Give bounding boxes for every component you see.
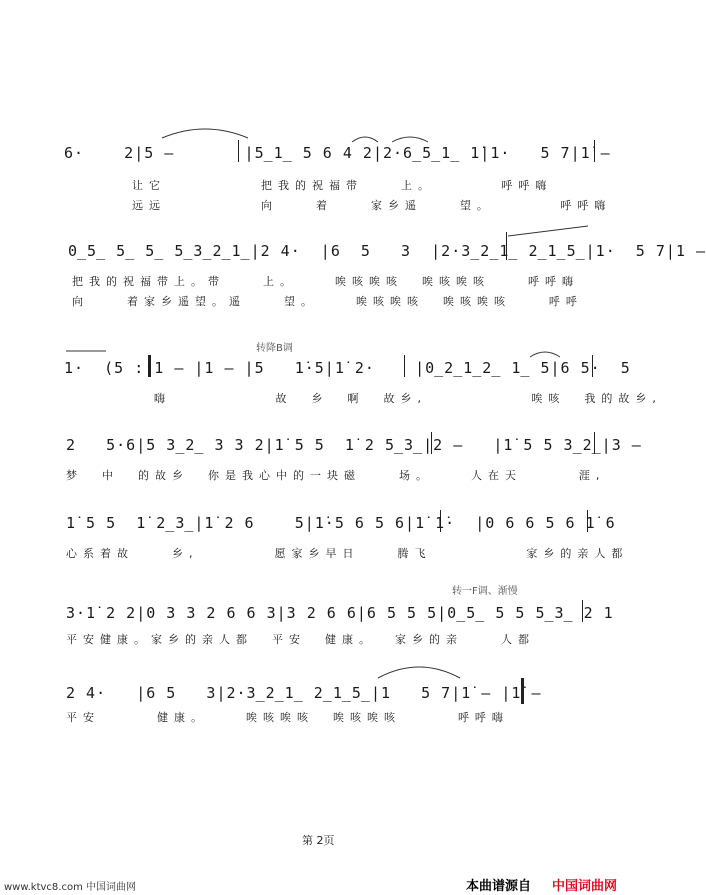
key-change-mark: 转一F调、渐慢 — [452, 586, 518, 597]
notation-line: 6· 2|5 – |5̲1̲ 5 6 4 2|2·6̲5̲1̲ 1̇|1· 5 7|1̇ – — [64, 144, 611, 162]
notation-line: 2 5·6|5 3̲2̲ 3 3 2|1̇ 5 5 1̇ 2 5̲3̲|2 – |1̇ 5 5 3̲2̲|3 – — [66, 436, 642, 454]
lyric-line: 心系着故 乡, 愿家乡早日 腾飞 家乡的亲人都 — [66, 547, 629, 560]
source-label: 本曲谱源自 — [466, 879, 532, 894]
notation-line: 0̲5̲ 5̲ 5̲ 5̲3̲2̲1̲|2 4· |6 5 3 |2·3̲2̲1̲ 2̲1̲5̲|1· 5 7|1 – — [68, 242, 706, 260]
lyric-line: 向 着家乡遥望。遥 望。 唉咳唉咳 唉咳唉咳 呼呼 — [72, 295, 583, 308]
tie — [506, 226, 590, 238]
notation-line: 3·1̇ 2 2|0 3 3 2 6 6 3|3 2 6 6|6 5 5 5|0̲5̲ 5 5 5̲3̲ 2 1 — [66, 604, 614, 622]
slur — [160, 126, 250, 140]
lyric-line: 把我的祝福带上。带 上。 唉咳唉咳 唉咳唉咳 呼呼嗨 — [72, 275, 579, 288]
site-watermark: www.ktvc8.com 中国词曲网 — [4, 882, 137, 893]
source-site: 中国词曲网 — [552, 879, 618, 894]
key-change-mark: 转降B调 — [256, 343, 293, 354]
lyric-line: 平安 健康。 唉咳唉咳 唉咳唉咳 呼呼嗨 — [66, 711, 509, 724]
lyric-line: 梦 中 的故乡 你是我心中的一块磁 场。 人在天 涯, — [66, 469, 606, 482]
page-number: 第 2页 — [302, 834, 335, 847]
lyric-line: 让它 把我的祝福带 上。 呼呼嗨 — [132, 179, 553, 192]
lyric-line: 平安健康。家乡的亲人都 平安 健康。 家乡的亲 人都 — [66, 633, 535, 646]
slur — [376, 664, 462, 680]
lyric-line: 嗨 故 乡 啊 故乡, 唉咳 我的故乡, — [154, 392, 662, 405]
notation-line: 2 4· |6 5 3|2·3̲2̲1̲ 2̲1̲5̲|1 5 7|1̇ – |1̇ – — [66, 684, 542, 702]
notation-line: 1̇ 5 5 1̇ 2̲3̲|1̇ 2 6 5|1̇·5 6 5 6|1̇ 1̇· |0 6 6 5 6 1̇ 6 — [66, 514, 616, 532]
notation-line: 1· (5 :|1 – |1 – |5 1̇·5|1̇ 2· |0̲2̲1̲2̲ 1̲ 5|6 5· 5 — [64, 359, 631, 377]
tie — [64, 347, 108, 357]
lyric-line: 远远 向 着 家乡遥 望。 呼呼嗨 — [132, 199, 612, 212]
